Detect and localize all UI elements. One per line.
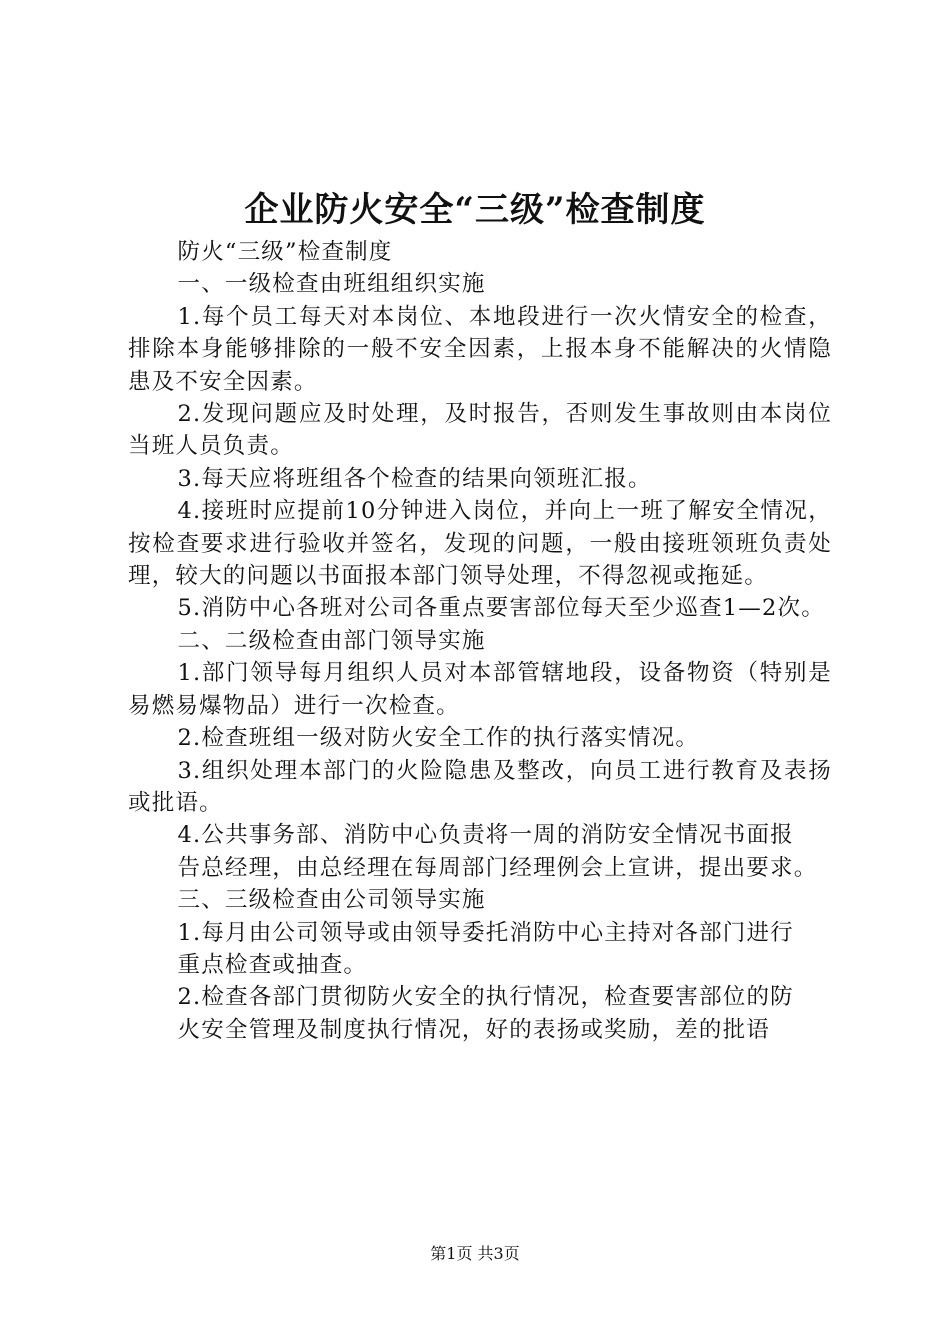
paragraph: 火安全管理及制度执行情况，好的表扬或奖励，差的批语 [177, 1016, 771, 1043]
paragraph: 重点检查或抽查。 [177, 951, 368, 978]
paragraph: 告总经理，由总经理在每周部门经理例会上宣讲，提出要求。 [177, 854, 818, 881]
paragraph: 5.消防中心各班对公司各重点要害部位每天至少巡查1—2次。 [177, 595, 825, 622]
section-heading: 二、二级检查由部门领导实施 [177, 627, 486, 654]
document-title: 企业防火安全“三级”检查制度 [244, 190, 706, 230]
page-footer: 第1页 共3页 [430, 1244, 520, 1263]
document-body [128, 236, 832, 1046]
paragraph: 2.检查各部门贯彻防火安全的执行情况，检查要害部位的防 [177, 984, 794, 1011]
paragraph: 3.组织处理本部门的火险隐患及整改，向员工进行教育及表扬或批语。 [128, 757, 832, 816]
paragraph: 防火“三级”检查制度 [177, 239, 393, 265]
paragraph: 4.接班时应提前10分钟进入岗位，并向上一班了解安全情况，按检查要求进行验收并签名，发现的问题，一般由接班领班负责处理，较大的问题以书面报本部门领导处理，不得忽视或拖延。 [128, 498, 832, 590]
paragraph: 2.检查班组一级对防火安全工作的执行落实情况。 [177, 725, 700, 752]
section-heading: 一、一级检查由班组组织实施 [177, 271, 486, 298]
paragraph: 4.公共事务部、消防中心负责将一周的消防安全情况书面报 [177, 822, 794, 849]
paragraph: 1.部门领导每月组织人员对本部管辖地段，设备物资（特别是易燃易爆物品）进行一次检查。 [128, 660, 832, 719]
section-heading: 三、三级检查由公司领导实施 [177, 887, 486, 914]
paragraph: 3.每天应将班组各个检查的结果向领班汇报。 [177, 465, 652, 492]
paragraph: 1.每月由公司领导或由领导委托消防中心主持对各部门进行 [177, 919, 794, 946]
paragraph: 2.发现问题应及时处理，及时报告，否则发生事故则由本岗位当班人员负责。 [128, 401, 832, 460]
paragraph: 1.每个员工每天对本岗位、本地段进行一次火情安全的检查，排除本身能够排除的一般不安全因素，上报本身不能解决的火情隐患及不安全因素。 [128, 303, 832, 395]
